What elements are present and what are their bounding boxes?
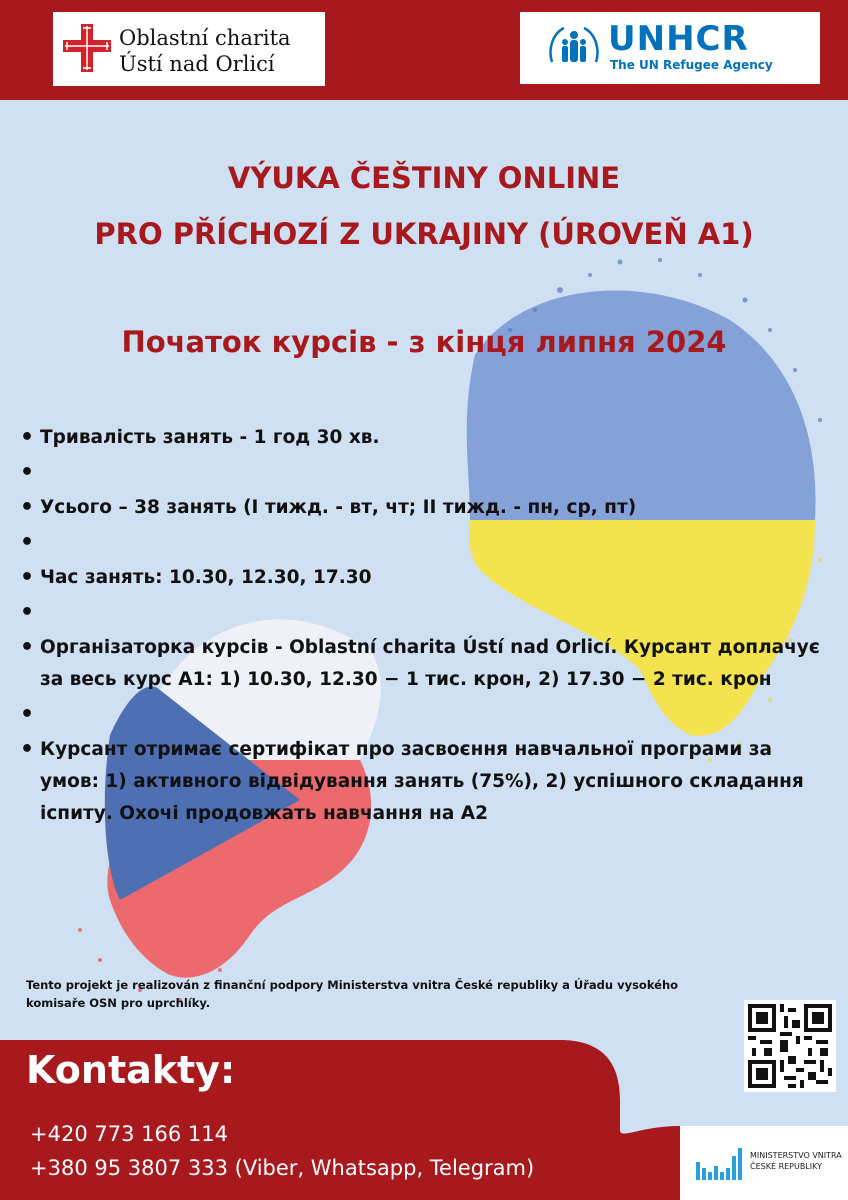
- charita-cross-icon: [61, 22, 113, 74]
- list-item: • Усього – 38 занять (I тижд. - вт, чт; II тижд. - пн, ср, пт): [20, 492, 820, 524]
- list-item: [20, 527, 820, 559]
- list-item: [20, 699, 820, 731]
- charita-logo: [53, 12, 325, 86]
- title-line-1: VÝUKA ČEŠTINY ONLINE: [227, 161, 621, 195]
- ministry-logo: [680, 1126, 848, 1200]
- unhcr-emblem-icon: [546, 22, 602, 74]
- unhcr-logo: [520, 12, 820, 84]
- list-item: [20, 457, 820, 489]
- funding-note: Tento projekt je realizován z finanční podpory Ministerstva vnitra České republiky a Úřadu vysokého komisaře OSN pro uprchlíky.: [26, 978, 679, 1010]
- phone-number-cz[interactable]: +420 773 166 114: [30, 1122, 228, 1146]
- list-item: • Організаторка курсів - Oblastní charita Ústí nad Orlicí. Курсант доплачує за весь курс А1: 1) 10.30, 12.30 − 1 тис. крон, 2) 17.30 − 2 тис. крон: [20, 632, 820, 696]
- phone-number-ua[interactable]: +380 95 3807 333 (Viber, Whatsapp, Telegram): [30, 1156, 535, 1180]
- ministry-logo-text: MINISTERSTVO VNITRA ČESKÉ REPUBLIKY: [750, 1151, 842, 1171]
- title-line-2: PRO PŘÍCHOZÍ Z UKRAJINY (ÚROVEŇ A1): [94, 217, 754, 251]
- list-item: • Курсант отримає сертифікат про засвоєння навчальної програми за умов: 1) активного відвідування занять (75%), 2) успішного складання іспиту. Охочі продовжать навчання на А2: [20, 734, 820, 830]
- unhcr-logo-subtext: The UN Refugee Agency: [610, 58, 773, 72]
- list-item: • Час занять: 10.30, 12.30, 17.30: [20, 562, 820, 594]
- charita-logo-text: Oblastní charita Ústí nad Orlicí: [119, 26, 291, 76]
- contacts-heading: Kontakty:: [26, 1048, 236, 1092]
- course-info-list: [20, 422, 820, 833]
- course-start-subtitle: Початок курсів - з кінця липня 2024: [121, 325, 727, 359]
- list-item: [20, 597, 820, 629]
- unhcr-logo-text: UNHCR: [608, 19, 749, 59]
- ministry-logo-icon: [694, 1142, 744, 1182]
- list-item: • Тривалість занять - 1 год 30 хв.: [20, 422, 820, 454]
